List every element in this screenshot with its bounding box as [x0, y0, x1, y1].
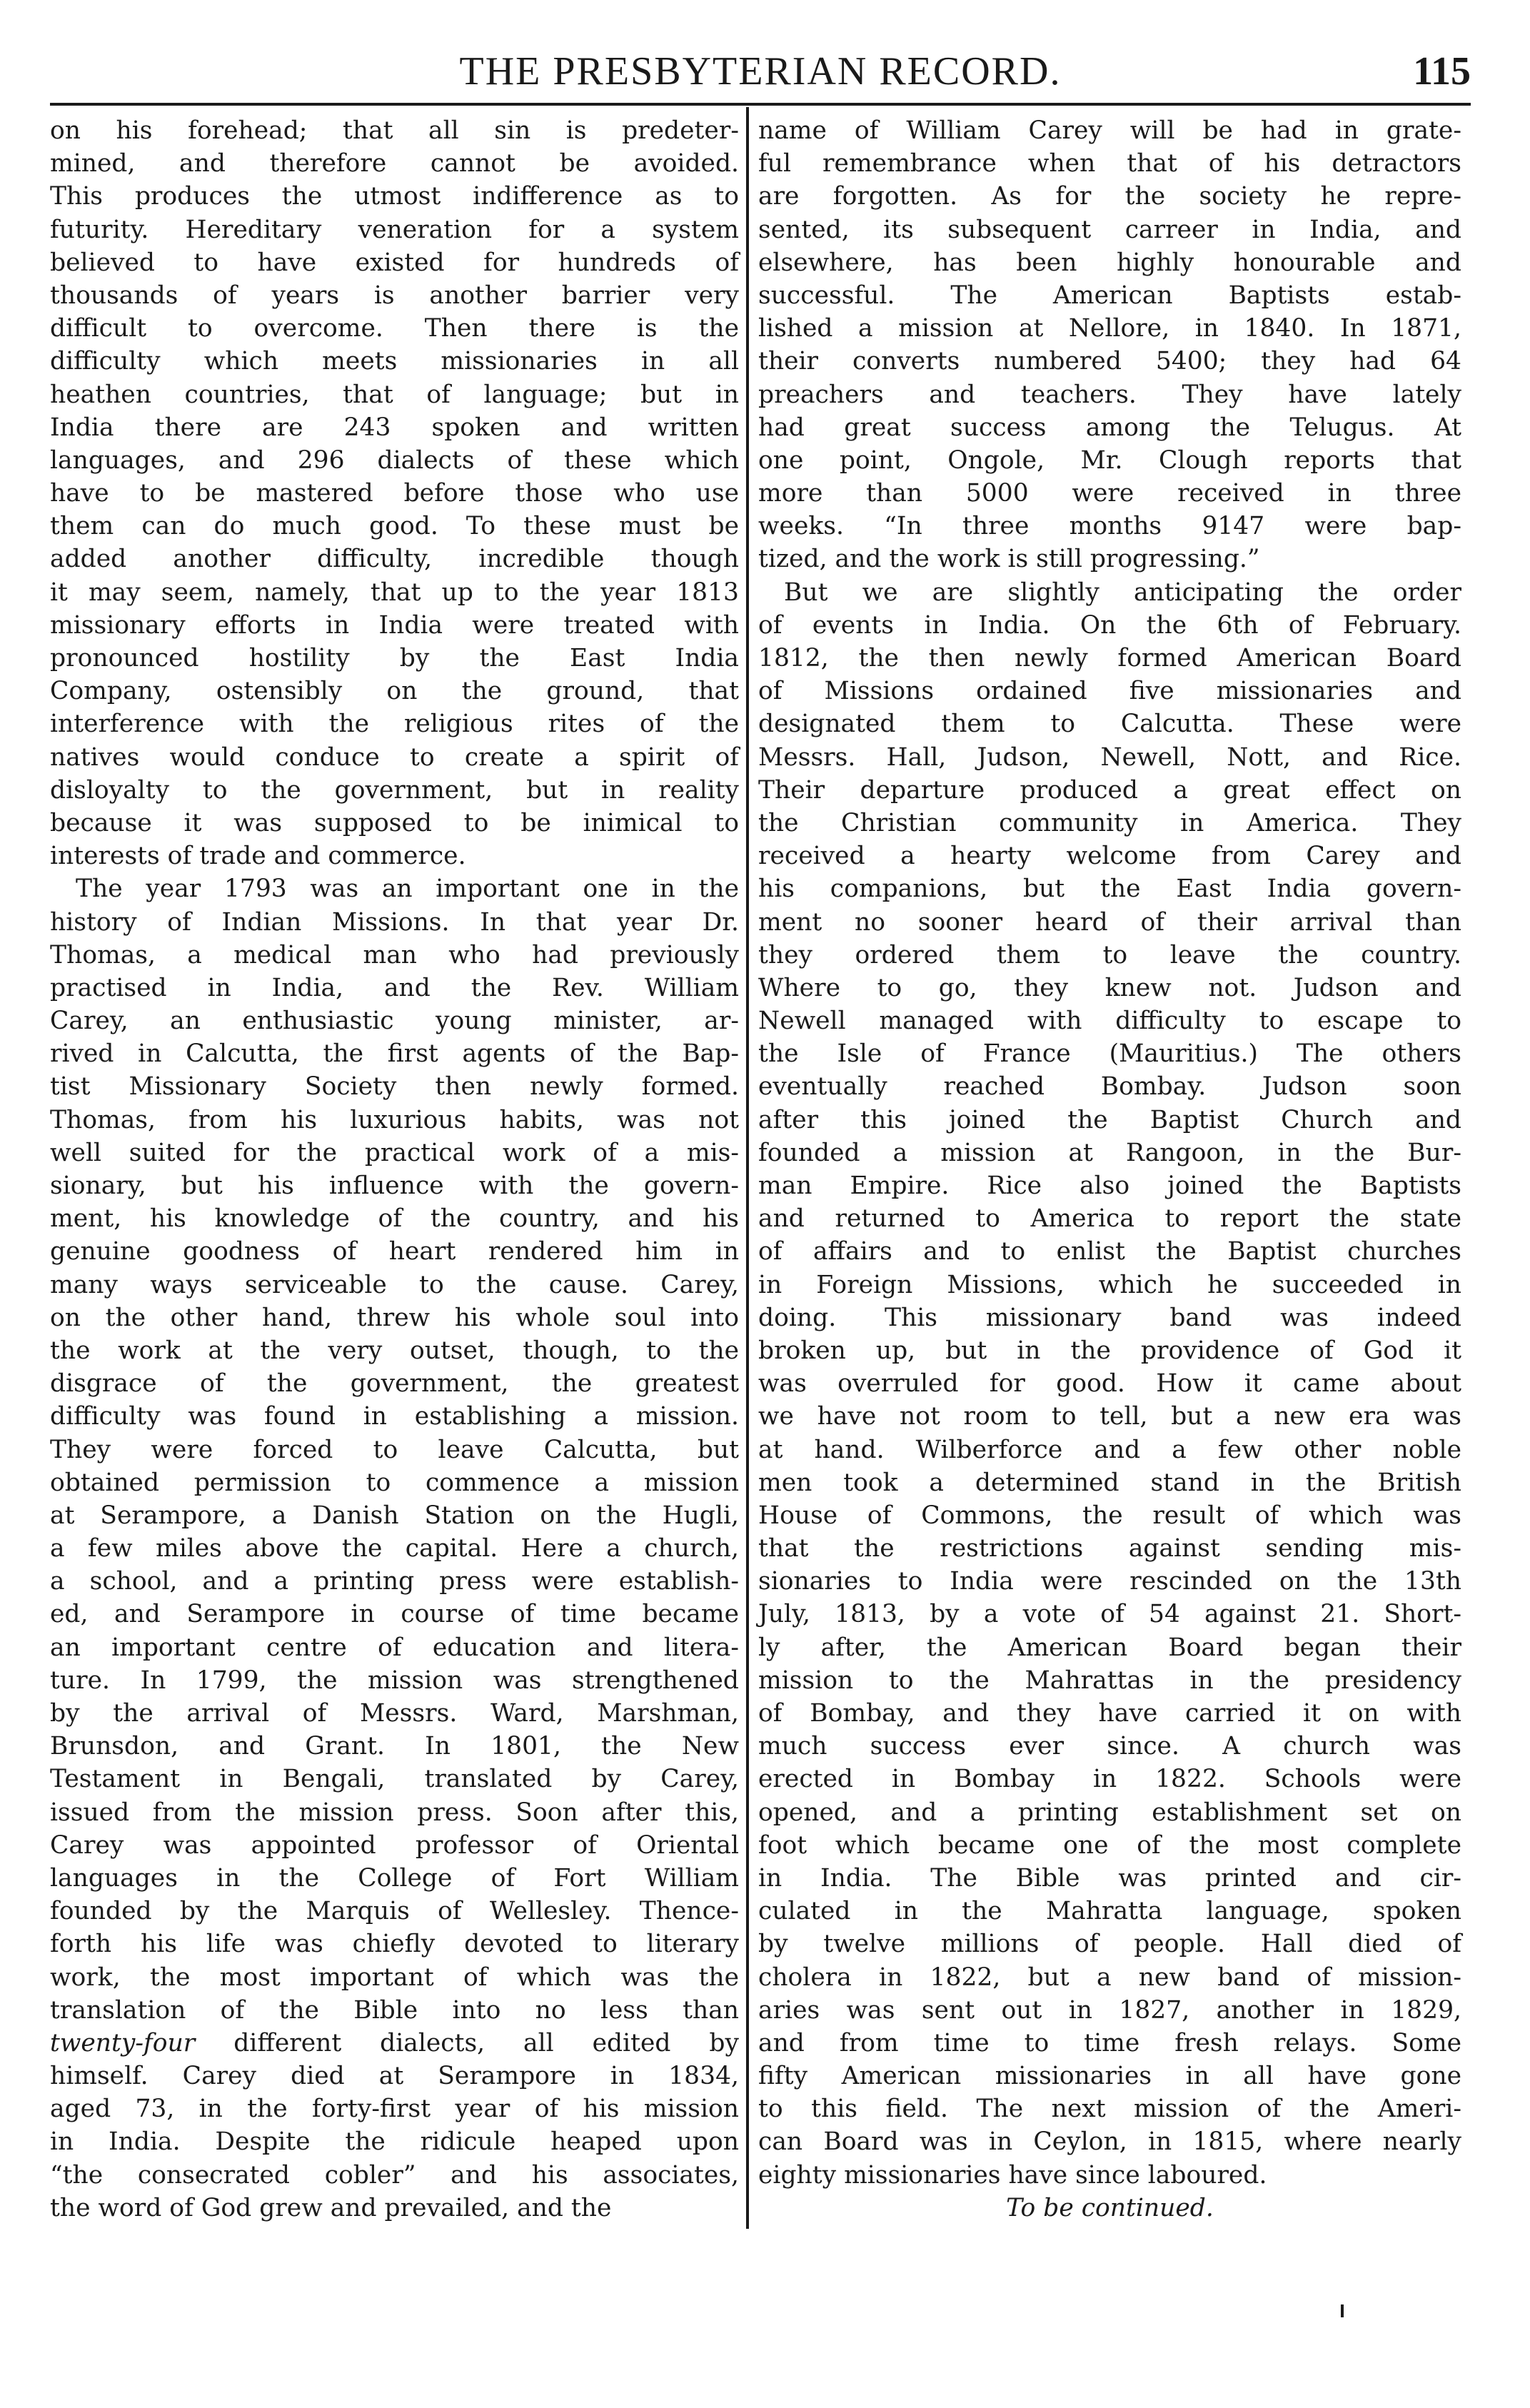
text-line: They were forced to leave Calcutta, but: [50, 1435, 739, 1464]
right-column: [758, 114, 1461, 2225]
text-line: by twelve millions of people. Hall died of: [758, 1930, 1461, 1959]
text-line: on his forehead; that all sin is predeter-: [50, 116, 739, 145]
text-line: after this joined the Baptist Church and: [758, 1105, 1461, 1134]
text-line: Brunsdon, and Grant. In 1801, the New: [50, 1732, 739, 1761]
text-line: disgrace of the government, the greatest: [50, 1369, 739, 1399]
text-line: the work at the very outset, though, to the: [50, 1336, 739, 1365]
text-line: founded by the Marquis of Wellesley. Thence-: [50, 1897, 739, 1926]
text-line: disloyalty to the government, but in reality: [50, 775, 739, 805]
text-line: man Empire. Rice also joined the Baptists: [758, 1172, 1461, 1200]
text-line: rived in Calcutta, the first agents of the Bap-: [50, 1039, 739, 1069]
text-line: mission to the Mahrattas in the presidency: [758, 1666, 1461, 1695]
text-line: Where to go, they knew not. Judson and: [758, 973, 1461, 1002]
page-number: 115: [1413, 49, 1471, 94]
text-line: on the other hand, threw his whole soul into: [50, 1303, 739, 1332]
text-line: the word of God grew and prevailed, and the: [50, 2193, 612, 2222]
text-line: many ways serviceable to the cause. Carey,: [50, 1270, 739, 1299]
text-line: This produces the utmost indifference as to: [50, 182, 739, 211]
text-line: issued from the mission press. Soon after this,: [50, 1798, 739, 1827]
text-line: history of Indian Missions. In that year Dr.: [50, 907, 739, 937]
text-line: natives would conduce to create a spirit of: [50, 742, 739, 772]
text-line: Carey was appointed professor of Oriental: [50, 1830, 739, 1860]
text-line: by the arrival of Messrs. Ward, Marshman,: [50, 1699, 739, 1728]
text-line: it may seem, namely, that up to the year 1813: [50, 578, 739, 607]
text-line: sionary, but his influence with the govern-: [50, 1172, 739, 1200]
text-line: designated them to Calcutta. These were: [758, 710, 1461, 739]
text-line: difficulty which meets missionaries in all: [50, 347, 739, 376]
text-line: aries was sent out in 1827, another in 1829,: [758, 1995, 1461, 2025]
text-line: Thomas, a medical man who had previously: [50, 940, 739, 969]
text-line: in India. Despite the ridicule heaped upon: [50, 2127, 739, 2157]
text-line: the Isle of France (Mauritius.) The others: [758, 1039, 1461, 1069]
text-line: of events in India. On the 6th of February.: [758, 610, 1461, 640]
text-line: futurity. Hereditary veneration for a system: [50, 215, 739, 244]
text-line: 1812, the then newly formed American Board: [758, 644, 1461, 672]
text-line: had great success among the Telugus. At: [758, 413, 1461, 442]
text-line: because it was supposed to be inimical to: [50, 808, 739, 837]
text-line: much success ever since. A church was: [758, 1732, 1461, 1761]
text-line: well suited for the practical work of a mis-: [50, 1138, 739, 1167]
text-line: languages, and 296 dialects of these which: [50, 445, 739, 475]
text-line: name of William Carey will be had in grate-: [758, 116, 1461, 145]
text-line: sented, its subsequent carreer in India, and: [758, 215, 1461, 244]
text-line: erected in Bombay in 1822. Schools were: [758, 1765, 1461, 1794]
text-line: preachers and teachers. They have lately: [758, 380, 1461, 409]
text-line: interference with the religious rites of the: [50, 710, 739, 739]
text-line: “the consecrated cobler” and his associates,: [50, 2160, 739, 2190]
text-line: founded a mission at Rangoon, in the Bur-: [758, 1138, 1461, 1167]
emphasized-text: twenty-four: [50, 2028, 196, 2057]
text-line: to this field. The next mission of the Ameri-: [758, 2095, 1461, 2124]
text-line: Their departure produced a great effect on: [758, 775, 1461, 805]
text-line: we have not room to tell, but a new era was: [758, 1402, 1461, 1431]
text-line: fifty American missionaries in all have gone: [758, 2062, 1461, 2091]
text-line: lished a mission at Nellore, in 1840. In 1871,: [758, 314, 1461, 343]
text-line: in India. The Bible was printed and cir-: [758, 1863, 1461, 1893]
text-line: and from time to time fresh relays. Some: [758, 2028, 1461, 2057]
text-line: Testament in Bengali, translated by Carey,: [50, 1765, 739, 1794]
text-line: a few miles above the capital. Here a church,: [50, 1534, 739, 1563]
text-line: received a hearty welcome from Carey and: [758, 842, 1461, 871]
text-line: ed, and Serampore in course of time became: [50, 1600, 739, 1629]
text-line: his companions, but the East India govern-: [758, 875, 1461, 904]
text-line: ment, his knowledge of the country, and his: [50, 1204, 739, 1234]
text-line: mined, and therefore cannot be avoided.: [50, 149, 739, 178]
text-line: tist Missionary Society then newly formed.: [50, 1072, 739, 1102]
text-line: work, the most important of which was the: [50, 1963, 739, 1992]
text-line: at Serampore, a Danish Station on the Hugli,: [50, 1501, 739, 1530]
text-line: an important centre of education and litera-: [50, 1633, 739, 1662]
text-line: that the restrictions against sending mis-: [758, 1534, 1461, 1563]
text-line: their converts numbered 5400; they had 64: [758, 347, 1461, 376]
text-line: aged 73, in the forty-first year of his mission: [50, 2095, 739, 2124]
text-line: tized, and the work is still progressing.”: [758, 545, 1260, 574]
text-line: elsewhere, has been highly honourable and: [758, 248, 1461, 277]
text-line: thousands of years is another barrier very: [50, 281, 739, 310]
text-line: eighty missionaries have since laboured.: [758, 2160, 1267, 2190]
text-line: weeks. “In three months 9147 were bap-: [758, 512, 1461, 541]
text-line: one point, Ongole, Mr. Clough reports that: [758, 445, 1461, 475]
text-line: difficult to overcome. Then there is the: [50, 314, 739, 343]
text-line: ture. In 1799, the mission was strengthened: [50, 1666, 739, 1695]
text-line: opened, and a printing establishment set on: [758, 1798, 1461, 1827]
text-line: more than 5000 were received in three: [758, 479, 1461, 508]
text-line: the Christian community in America. They: [758, 808, 1461, 837]
text-line: ment no sooner heard of their arrival than: [758, 907, 1461, 937]
text-line: believed to have existed for hundreds of: [50, 248, 739, 277]
text-line: forth his life was chiefly devoted to literary: [50, 1930, 739, 1959]
text-line: heathen countries, that of language; but in: [50, 380, 739, 409]
text-line: men took a determined stand in the British: [758, 1468, 1461, 1497]
text-line: difficulty was found in establishing a mission.: [50, 1402, 739, 1431]
text-line: July, 1813, by a vote of 54 against 21. Short-: [758, 1600, 1461, 1629]
text-line: Newell managed with difficulty to escape to: [758, 1007, 1461, 1036]
text-line: foot which became one of the most complete: [758, 1830, 1461, 1860]
text-line: Company, ostensibly on the ground, that: [50, 677, 739, 706]
header-rule: [50, 103, 1471, 106]
text-line: doing. This missionary band was indeed: [758, 1303, 1461, 1332]
text-line: Carey, an enthusiastic young minister, ar-: [50, 1007, 739, 1036]
text-line: successful. The American Baptists estab-: [758, 281, 1461, 310]
text-line: Thomas, from his luxurious habits, was not: [50, 1105, 739, 1134]
text-line: India there are 243 spoken and written: [50, 413, 739, 442]
text-line: eventually reached Bombay. Judson soon: [758, 1072, 1461, 1102]
text-line: obtained permission to commence a mission: [50, 1468, 739, 1497]
text-line: ful remembrance when that of his detractors: [758, 149, 1461, 178]
continued-note: To be continued.: [1006, 2193, 1214, 2222]
text-line: are forgotten. As for the society he repre-: [758, 182, 1461, 211]
text-line: them can do much good. To these must be: [50, 512, 739, 541]
text-line: languages in the College of Fort William: [50, 1863, 739, 1893]
text-line: of affairs and to enlist the Baptist churches: [758, 1237, 1461, 1266]
text-line: of Bombay, and they have carried it on with: [758, 1699, 1461, 1728]
text-line: culated in the Mahratta language, spoken: [758, 1897, 1461, 1926]
text-line: of Missions ordained five missionaries and: [758, 677, 1461, 706]
page-header: [50, 47, 1471, 96]
text-line: twenty-four different dialects, all edited by: [50, 2028, 739, 2057]
text-line: But we are slightly anticipating the order: [784, 578, 1461, 607]
text-line: House of Commons, the result of which was: [758, 1501, 1461, 1530]
text-line: have to be mastered before those who use: [50, 479, 739, 508]
text-line: added another difficulty, incredible though: [50, 545, 739, 574]
column-divider: [746, 107, 749, 2229]
text-line: ly after, the American Board began their: [758, 1633, 1461, 1662]
text-line: they ordered them to leave the country.: [758, 940, 1461, 969]
text-line: practised in India, and the Rev. William: [50, 973, 739, 1002]
text-line: genuine goodness of heart rendered him in: [50, 1237, 739, 1266]
text-line: translation of the Bible into no less than: [50, 1995, 739, 2025]
text-line: Messrs. Hall, Judson, Newell, Nott, and Rice.: [758, 742, 1461, 772]
text-line: The year 1793 was an important one in the: [76, 875, 739, 904]
text-line: and returned to America to report the state: [758, 1204, 1461, 1234]
text-line: cholera in 1822, but a new band of mission-: [758, 1963, 1461, 1992]
text-line: in Foreign Missions, which he succeeded in: [758, 1270, 1461, 1299]
journal-title: THE PRESBYTERIAN RECORD.: [459, 49, 1062, 94]
left-column: [50, 114, 739, 2225]
text-line: a school, and a printing press were establish-: [50, 1567, 739, 1596]
text-line: at hand. Wilberforce and a few other noble: [758, 1435, 1461, 1464]
text-line: sionaries to India were rescinded on the 13th: [758, 1567, 1461, 1596]
text-line: interests of trade and commerce.: [50, 842, 466, 871]
text-line: broken up, but in the providence of God it: [758, 1336, 1461, 1365]
stray-mark: [1341, 2304, 1344, 2317]
text-line: was overruled for good. How it came about: [758, 1369, 1461, 1399]
text-line: pronounced hostility by the East India: [50, 644, 739, 672]
text-line: missionary efforts in India were treated with: [50, 610, 739, 640]
text-line: can Board was in Ceylon, in 1815, where nearly: [758, 2127, 1461, 2157]
text-line: himself. Carey died at Serampore in 1834,: [50, 2062, 739, 2091]
